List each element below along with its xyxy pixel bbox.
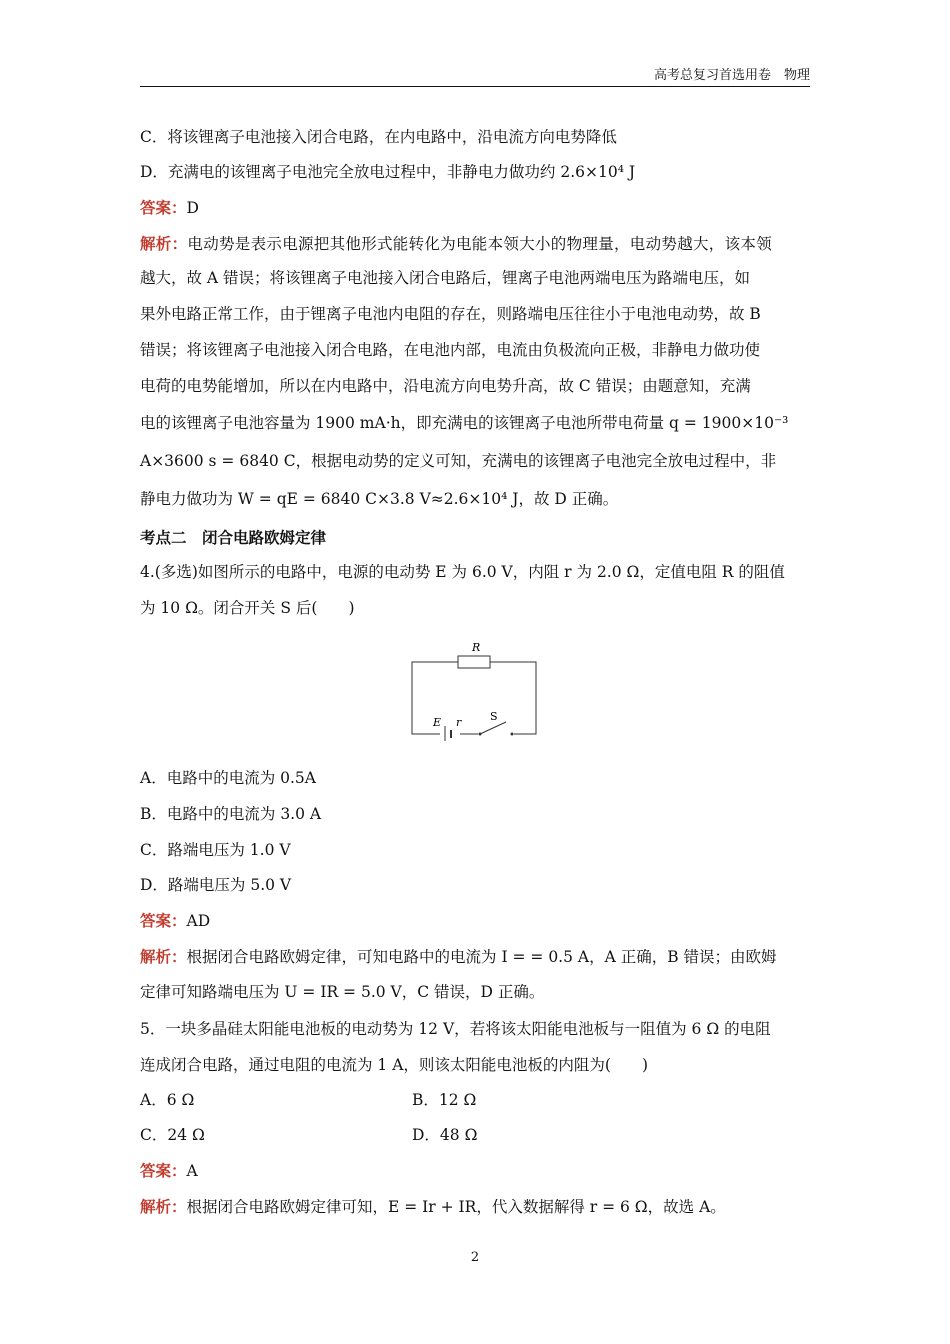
explanation-1-line-7: A×3600 s = 6840 C，根据电动势的定义可知，充满电的该锂离子电池完全放电过程中，非: [140, 452, 777, 470]
question-5-option-a: A．6 Ω: [140, 1091, 195, 1109]
answer-label: 答案：: [140, 198, 187, 217]
emf-label: E: [433, 716, 442, 729]
resistor-symbol: [458, 656, 490, 668]
answer-value: D: [186, 199, 199, 217]
question-4-line-2: 为 10 Ω。闭合开关 S 后( ): [140, 599, 355, 617]
explanation-5-line-1: [140, 1199, 726, 1216]
question-5-option-b: B．12 Ω: [412, 1091, 477, 1109]
explanation-1-line-6: 电的该锂离子电池容量为 1900 mA·h，即充满电的该锂离子电池所带电荷量 q = 1900×10⁻³: [140, 414, 789, 432]
answer-5: [140, 1163, 198, 1180]
switch-contact-right: [511, 733, 514, 736]
explanation-label: 解析：: [140, 1197, 187, 1216]
page-header: [140, 66, 810, 87]
answer-label: 答案：: [140, 911, 187, 930]
option-d-text: D．充满电的该锂离子电池完全放电过程中，非静电力做功约 2.6×10⁴ J: [140, 163, 636, 181]
question-5-line-1: 5．一块多晶硅太阳能电池板的电动势为 12 V，若将该太阳能电池板与一阻值为 6 Ω 的电阻: [140, 1020, 771, 1038]
explanation-1-line-5: 电荷的电势能增加，所以在内电路中，沿电流方向电势升高，故 C 错误；由题意知，充满: [140, 377, 751, 395]
question-4-line-1: 4.(多选)如图所示的电路中，电源的电动势 E 为 6.0 V，内阻 r 为 2.0 Ω，定值电阻 R 的阻值: [140, 563, 785, 581]
explanation-1-line-2: 越大，故 A 错误；将该锂离子电池接入闭合电路后，锂离子电池两端电压为路端电压，如: [140, 269, 751, 287]
question-5-line-2: 连成闭合电路，通过电阻的电流为 1 A，则该太阳能电池板的内阻为( ): [140, 1056, 649, 1074]
explanation-1-line-4: 错误；将该锂离子电池接入闭合电路，在电池内部，电流由负极流向正极，非静电力做功使: [140, 341, 761, 359]
question-4-option-a: A．电路中的电流为 0.5A: [140, 769, 316, 787]
page-number: 2: [470, 1250, 480, 1265]
header-title: 高考总复习首选用卷 物理: [653, 68, 810, 83]
explanation-4-line-1: [140, 949, 777, 966]
switch-label: S: [490, 710, 498, 723]
question-5-option-d: D．48 Ω: [412, 1126, 478, 1144]
explanation-1-line-1: [140, 236, 772, 253]
question-5-option-c: C．24 Ω: [140, 1126, 205, 1144]
answer-4: [140, 913, 210, 930]
question-4-option-c: C．路端电压为 1.0 V: [140, 841, 291, 859]
answer-value: AD: [186, 912, 211, 930]
internal-resistance-label: r: [456, 716, 462, 729]
circuit-diagram: [400, 638, 550, 742]
explanation-text: 根据闭合电路欧姆定律可知，E = Ir + IR，代入数据解得 r = 6 Ω，故选 A。: [186, 1198, 726, 1216]
explanation-text: 根据闭合电路欧姆定律，可知电路中的电流为 I = = 0.5 A，A 正确，B 错误；由欧姆: [186, 948, 777, 966]
explanation-label: 解析：: [140, 947, 187, 966]
resistor-label: R: [472, 641, 481, 654]
answer-1: [140, 200, 199, 217]
explanation-1-line-3: 果外电路正常工作，由于锂离子电池内电阻的存在，则路端电压往往小于电池电动势，故 B: [140, 305, 761, 323]
option-c-text: C．将该锂离子电池接入闭合电路，在内电路中，沿电流方向电势降低: [140, 128, 617, 146]
explanation-4-line-2: 定律可知路端电压为 U = IR = 5.0 V，C 错误，D 正确。: [140, 983, 545, 1001]
section-title: 考点二 闭合电路欧姆定律: [140, 528, 327, 547]
explanation-text: 电动势是表示电源把其他形式能转化为电能本领大小的物理量，电动势越大，该本领: [187, 235, 773, 253]
question-4-option-b: B．电路中的电流为 3.0 A: [140, 805, 322, 823]
question-4-option-d: D．路端电压为 5.0 V: [140, 876, 292, 894]
answer-value: A: [186, 1162, 198, 1180]
answer-label: 答案：: [140, 1161, 187, 1180]
explanation-label: 解析：: [140, 234, 188, 253]
explanation-1-line-8: 静电力做功为 W = qE = 6840 C×3.8 V≈2.6×10⁴ J，故 D 正确。: [140, 490, 619, 508]
circuit-wire: [412, 662, 536, 734]
